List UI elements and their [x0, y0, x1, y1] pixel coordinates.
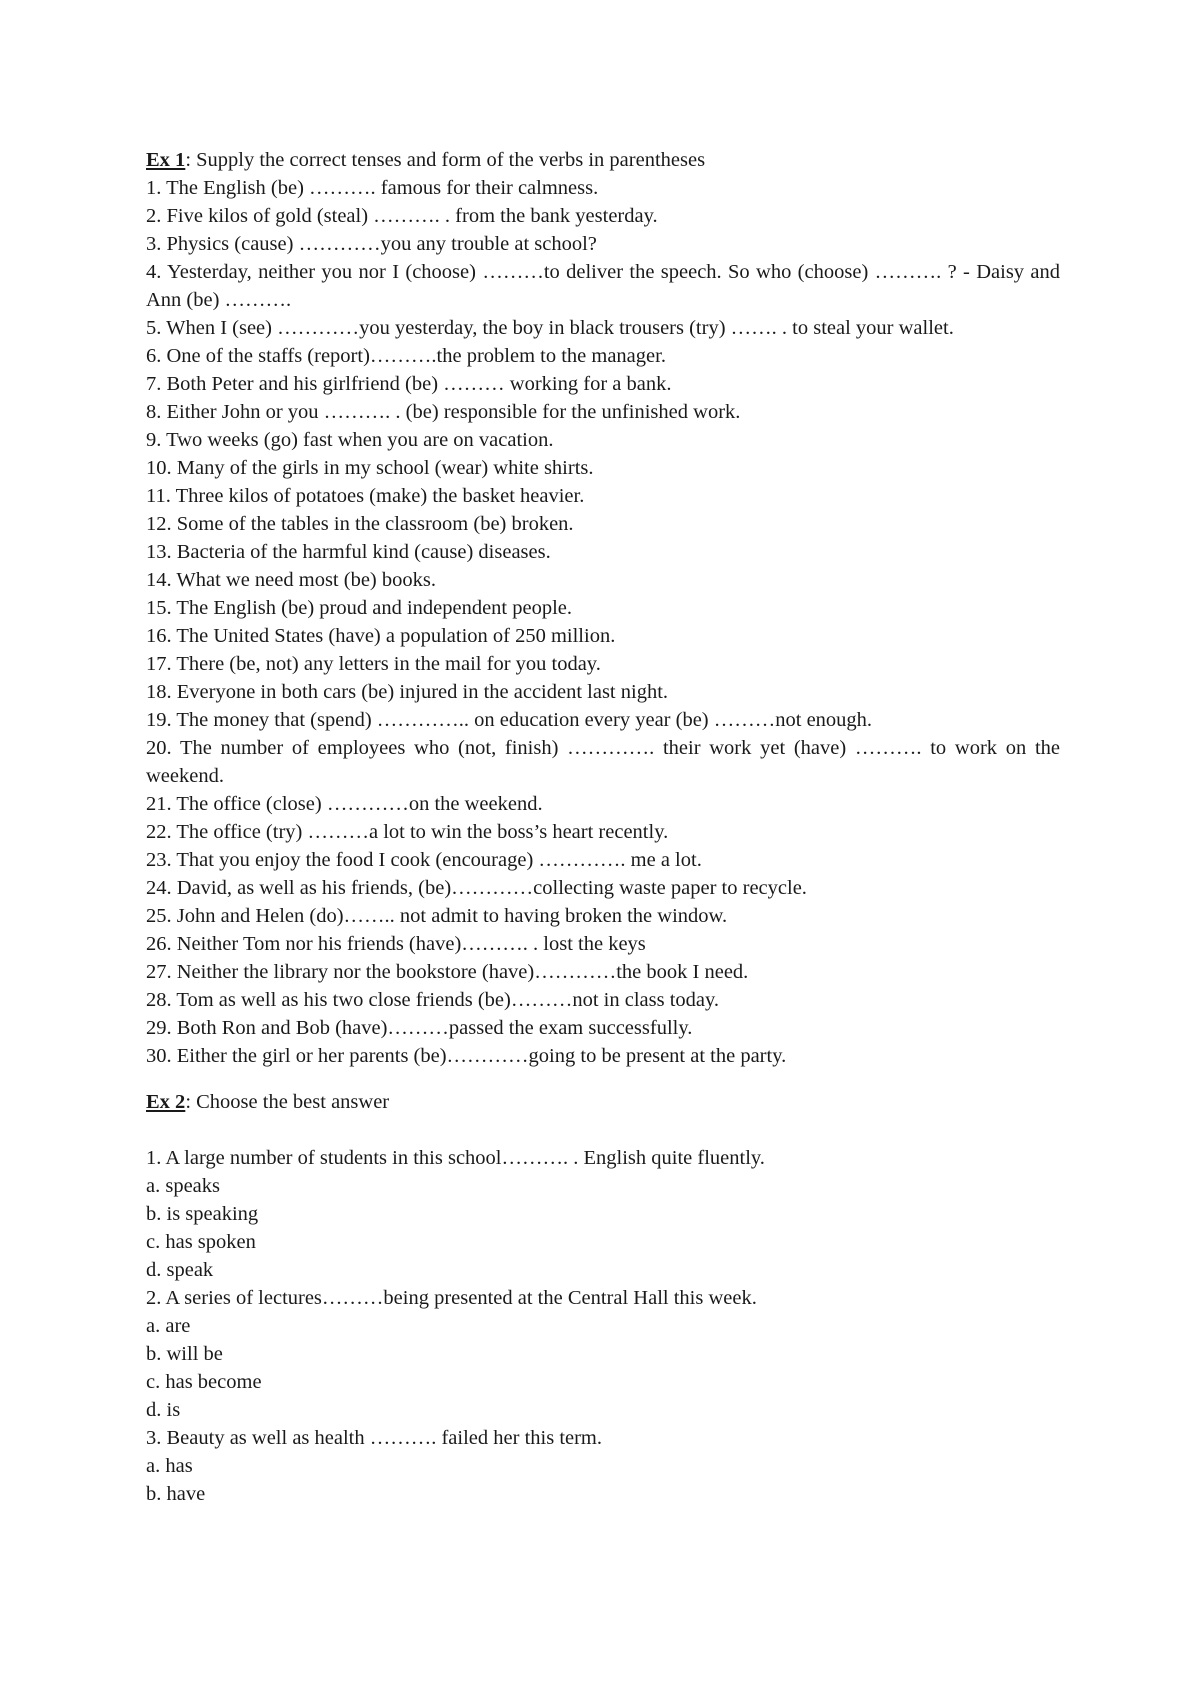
- ex2-q1-option-b: b. is speaking: [146, 1203, 259, 1225]
- ex1-label: Ex 1: [146, 149, 186, 171]
- ex1-item-14: 14. What we need most (be) books.: [146, 569, 436, 591]
- ex2-q2-option-d: d. is: [146, 1399, 181, 1421]
- ex1-item-7: 7. Both Peter and his girlfriend (be) ……… working for a bank.: [146, 373, 672, 395]
- ex1-item-4: 4. Yesterday, neither you nor I (choose) ………to deliver the speech. So who (choose) ………. ? - Daisy and Ann (be) ……….: [146, 261, 1060, 311]
- ex1-item-2: 2. Five kilos of gold (steal) ………. . from the bank yesterday.: [146, 205, 658, 227]
- ex1-item-26: 26. Neither Tom nor his friends (have)………. . lost the keys: [146, 933, 646, 955]
- ex1-item-20: 20. The number of employees who (not, finish) …………. their work yet (have) ………. to work on the weekend.: [146, 737, 1060, 787]
- ex2-q1-option-a: a. speaks: [146, 1175, 221, 1197]
- ex1-item-24: 24. David, as well as his friends, (be)…………collecting waste paper to recycle.: [146, 877, 807, 899]
- ex2-q3-option-b: b. have: [146, 1483, 206, 1505]
- ex1-item-17: 17. There (be, not) any letters in the mail for you today.: [146, 653, 601, 675]
- ex1-item-5: 5. When I (see) …………you yesterday, the boy in black trousers (try) ……. . to steal your wallet.: [146, 317, 954, 339]
- ex1-item-8: 8. Either John or you ………. . (be) responsible for the unfinished work.: [146, 401, 741, 423]
- ex2-title: : Choose the best answer: [185, 1091, 390, 1113]
- ex2-q2-option-b: b. will be: [146, 1343, 223, 1365]
- ex1-item-9: 9. Two weeks (go) fast when you are on vacation.: [146, 429, 554, 451]
- ex1-item-11: 11. Three kilos of potatoes (make) the basket heavier.: [146, 485, 585, 507]
- ex2-heading: [146, 1088, 1060, 1116]
- ex2-q2-option-c: c. has become: [146, 1371, 262, 1393]
- ex1-item-27: 27. Neither the library nor the bookstore (have)…………the book I need.: [146, 961, 749, 983]
- section-spacer: [146, 1070, 1060, 1088]
- ex2-question-3: 3. Beauty as well as health ………. failed her this term.: [146, 1427, 603, 1449]
- ex1-item-18: 18. Everyone in both cars (be) injured in the accident last night.: [146, 681, 669, 703]
- ex1-item-25: 25. John and Helen (do)…….. not admit to having broken the window.: [146, 905, 728, 927]
- ex1-item-22: 22. The office (try) ………a lot to win the boss’s heart recently.: [146, 821, 669, 843]
- ex1-item-12: 12. Some of the tables in the classroom (be) broken.: [146, 513, 574, 535]
- ex1-item-30: 30. Either the girl or her parents (be)…………going to be present at the party.: [146, 1045, 787, 1067]
- ex2-label: Ex 2: [146, 1091, 186, 1113]
- ex2-q1-option-d: d. speak: [146, 1259, 214, 1281]
- blank-line: [146, 1116, 1060, 1144]
- ex2-question-2: 2. A series of lectures………being presented at the Central Hall this week.: [146, 1287, 757, 1309]
- ex1-item-6: 6. One of the staffs (report)……….the problem to the manager.: [146, 345, 666, 367]
- ex1-item-16: 16. The United States (have) a population of 250 million.: [146, 625, 616, 647]
- ex2-q1-option-c: c. has spoken: [146, 1231, 256, 1253]
- ex1-item-19: 19. The money that (spend) ………….. on education every year (be) ………not enough.: [146, 709, 873, 731]
- ex1-heading: [146, 146, 1060, 174]
- ex2-question-1: 1. A large number of students in this school………. . English quite fluently.: [146, 1147, 765, 1169]
- ex2-q3-option-a: a. has: [146, 1455, 193, 1477]
- ex1-item-10: 10. Many of the girls in my school (wear) white shirts.: [146, 457, 594, 479]
- ex1-item-28: 28. Tom as well as his two close friends (be)………not in class today.: [146, 989, 720, 1011]
- ex1-title: : Supply the correct tenses and form of the verbs in parentheses: [185, 149, 706, 171]
- ex1-item-3: 3. Physics (cause) …………you any trouble at school?: [146, 233, 597, 255]
- ex1-item-29: 29. Both Ron and Bob (have)………passed the exam successfully.: [146, 1017, 693, 1039]
- ex1-item-15: 15. The English (be) proud and independent people.: [146, 597, 573, 619]
- ex1-item-1: 1. The English (be) ………. famous for their calmness.: [146, 177, 599, 199]
- ex1-item-21: 21. The office (close) …………on the weekend.: [146, 793, 543, 815]
- worksheet-page: [146, 146, 1060, 1508]
- ex1-item-13: 13. Bacteria of the harmful kind (cause) diseases.: [146, 541, 551, 563]
- ex1-item-23: 23. That you enjoy the food I cook (encourage) …………. me a lot.: [146, 849, 702, 871]
- ex2-q2-option-a: a. are: [146, 1315, 191, 1337]
